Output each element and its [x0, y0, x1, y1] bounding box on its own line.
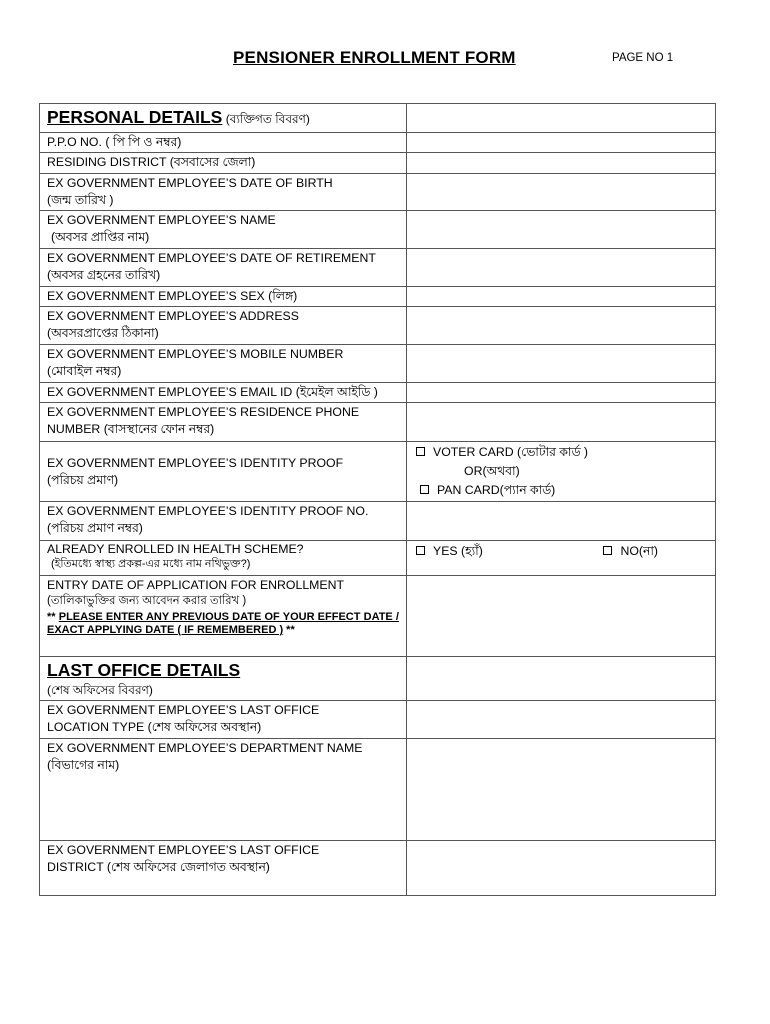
- identity-proof-options: [407, 442, 716, 502]
- personal-details-header-row: [40, 104, 716, 133]
- sex-field[interactable]: [407, 287, 716, 307]
- office-district-label-bn: DISTRICT (শেষ অফিসের জেলাগত অবস্থান): [47, 860, 270, 874]
- section-subtitle: (ব্যক্তিগত বিবরণ): [225, 112, 310, 126]
- entry-date-field[interactable]: [407, 576, 716, 657]
- identity-proof-no-label-en: EX GOVERNMENT EMPLOYEE’S IDENTITY PROOF NO.: [47, 504, 369, 518]
- office-location-label-en: EX GOVERNMENT EMPLOYEE’S LAST OFFICE: [47, 703, 320, 717]
- office-district-label-en: EX GOVERNMENT EMPLOYEE’S LAST OFFICE: [47, 843, 320, 857]
- health-scheme-label: [40, 541, 407, 576]
- entry-date-label-bn: (তালিকাভুক্তির জন্য আবেদন করার তারিখ ): [47, 595, 247, 607]
- dob-field[interactable]: [407, 174, 716, 211]
- form-row-mobile: [40, 345, 716, 383]
- page-number: PAGE NO 1: [612, 52, 674, 64]
- address-label: [40, 307, 407, 345]
- section-title: PERSONAL DETAILS: [47, 107, 223, 127]
- entry-date-label: [40, 576, 407, 657]
- mobile-label-bn: (মোবাইল নম্বর): [47, 364, 122, 378]
- form-row-dob: [40, 174, 716, 211]
- no-label: NO(না): [620, 544, 658, 558]
- pan-card-option[interactable]: [414, 481, 708, 500]
- residing-district-label: RESIDING DISTRICT (বসবাসের জেলা): [40, 153, 407, 174]
- identity-proof-label-en: EX GOVERNMENT EMPLOYEE’S IDENTITY PROOF: [47, 455, 344, 470]
- name-label: [40, 211, 407, 249]
- form-row-email: [40, 383, 716, 403]
- pan-card-checkbox[interactable]: [420, 485, 429, 494]
- office-location-field[interactable]: [407, 701, 716, 739]
- email-field[interactable]: [407, 383, 716, 403]
- form-row-department: [40, 739, 716, 841]
- dob-label-en: EX GOVERNMENT EMPLOYEE’S DATE OF BIRTH: [47, 176, 333, 190]
- no-checkbox[interactable]: [603, 546, 612, 555]
- enrollment-form-table: [39, 103, 716, 896]
- form-row-office-location: [40, 701, 716, 739]
- residence-phone-field[interactable]: [407, 403, 716, 442]
- form-row-residence-phone: [40, 403, 716, 442]
- empty-cell: [407, 104, 716, 133]
- form-row-identity-proof: [40, 442, 716, 502]
- voter-card-checkbox[interactable]: [416, 447, 425, 456]
- identity-proof-label-bn: (পরিচয় প্রমাণ): [47, 472, 119, 487]
- note-text: PLEASE ENTER ANY PREVIOUS DATE OF YOUR EFFECT DATE / EXACT APPLYING DATE ( IF REMEMBERED ): [47, 611, 399, 636]
- personal-details-heading: [40, 104, 407, 133]
- section-title: LAST OFFICE DETAILS: [47, 660, 241, 680]
- empty-cell: [407, 657, 716, 701]
- residing-district-field[interactable]: [407, 153, 716, 174]
- note-suffix: **: [286, 624, 295, 636]
- name-label-en: EX GOVERNMENT EMPLOYEE’S NAME: [47, 213, 276, 227]
- health-scheme-label-en: ALREADY ENROLLED IN HEALTH SCHEME?: [47, 542, 304, 556]
- last-office-header-row: [40, 657, 716, 701]
- health-scheme-options: [407, 541, 716, 576]
- or-label: OR(অথবা): [464, 464, 520, 478]
- form-row-name: [40, 211, 716, 249]
- entry-date-note: [47, 611, 399, 637]
- residence-phone-label-bn: NUMBER (বাসস্থানের ফোন নম্বর): [47, 422, 215, 436]
- yes-checkbox[interactable]: [416, 546, 425, 555]
- identity-proof-no-label: [40, 502, 407, 541]
- form-header: [0, 46, 770, 72]
- mobile-label-en: EX GOVERNMENT EMPLOYEE’S MOBILE NUMBER: [47, 347, 344, 361]
- form-row-address: [40, 307, 716, 345]
- yes-label: YES (হ্যাঁ): [433, 544, 483, 558]
- sex-label: EX GOVERNMENT EMPLOYEE’S SEX (লিঙ্গ): [40, 287, 407, 307]
- voter-card-option[interactable]: [414, 443, 708, 462]
- ppo-field[interactable]: [407, 133, 716, 153]
- form-row-entry-date: [40, 576, 716, 657]
- entry-date-label-en: ENTRY DATE OF APPLICATION FOR ENROLLMENT: [47, 578, 344, 592]
- office-district-label: [40, 841, 407, 896]
- office-location-label-bn: LOCATION TYPE (শেষ অফিসের অবস্থান): [47, 720, 262, 734]
- form-row-identity-proof-no: [40, 502, 716, 541]
- department-label-en: EX GOVERNMENT EMPLOYEE’S DEPARTMENT NAME: [47, 741, 363, 755]
- section-subtitle: (শেষ অফিসের বিবরণ): [47, 683, 153, 697]
- department-label: [40, 739, 407, 841]
- retirement-label: [40, 249, 407, 287]
- no-option[interactable]: [603, 542, 658, 561]
- retirement-label-bn: (অবসর গ্রহনের তারিখ): [47, 268, 161, 282]
- identity-proof-no-label-bn: (পরিচয় প্রমাণ নম্বর): [47, 521, 143, 535]
- mobile-label: [40, 345, 407, 383]
- form-row-sex: [40, 287, 716, 307]
- office-location-label: [40, 701, 407, 739]
- residence-phone-label-en: EX GOVERNMENT EMPLOYEE’S RESIDENCE PHONE: [47, 405, 360, 419]
- retirement-field[interactable]: [407, 249, 716, 287]
- form-row-retirement: [40, 249, 716, 287]
- form-title: PENSIONER ENROLLMENT FORM: [233, 48, 516, 67]
- identity-proof-no-field[interactable]: [407, 502, 716, 541]
- form-row-district: [40, 153, 716, 174]
- name-label-bn: (অবসর প্রাপ্তির নাম): [51, 230, 150, 244]
- mobile-field[interactable]: [407, 345, 716, 383]
- address-label-bn: (অবসরপ্রাপ্তের ঠিকানা): [47, 326, 159, 340]
- voter-card-label: VOTER CARD (ভোটার কার্ড ): [433, 445, 589, 459]
- address-field[interactable]: [407, 307, 716, 345]
- address-label-en: EX GOVERNMENT EMPLOYEE’S ADDRESS: [47, 309, 299, 323]
- name-field[interactable]: [407, 211, 716, 249]
- health-scheme-label-bn: (ইতিমধ্যে স্বাস্থ্য প্রকল্প-এর মধ্যে নাম নথিভুক্ত?): [51, 558, 251, 570]
- dob-label: [40, 174, 407, 211]
- note-prefix: **: [47, 611, 56, 623]
- department-label-bn: (বিভাগের নাম): [47, 758, 120, 772]
- retirement-label-en: EX GOVERNMENT EMPLOYEE’S DATE OF RETIREMENT: [47, 251, 376, 265]
- office-district-field[interactable]: [407, 841, 716, 896]
- identity-proof-label: [40, 442, 407, 502]
- email-label: EX GOVERNMENT EMPLOYEE’S EMAIL ID (ইমেইল আইডি ): [40, 383, 407, 403]
- form-row-ppo: [40, 133, 716, 153]
- department-field[interactable]: [407, 739, 716, 841]
- pan-card-label: PAN CARD(প্যান কার্ড): [437, 483, 556, 497]
- yes-option[interactable]: [414, 542, 483, 561]
- ppo-label: P.P.O NO. ( পি পি ও নম্বর): [40, 133, 407, 153]
- form-row-health-scheme: [40, 541, 716, 576]
- form-row-office-district: [40, 841, 716, 896]
- residence-phone-label: [40, 403, 407, 442]
- dob-label-bn: (জন্ম তারিখ ): [47, 193, 114, 207]
- last-office-heading: [40, 657, 407, 701]
